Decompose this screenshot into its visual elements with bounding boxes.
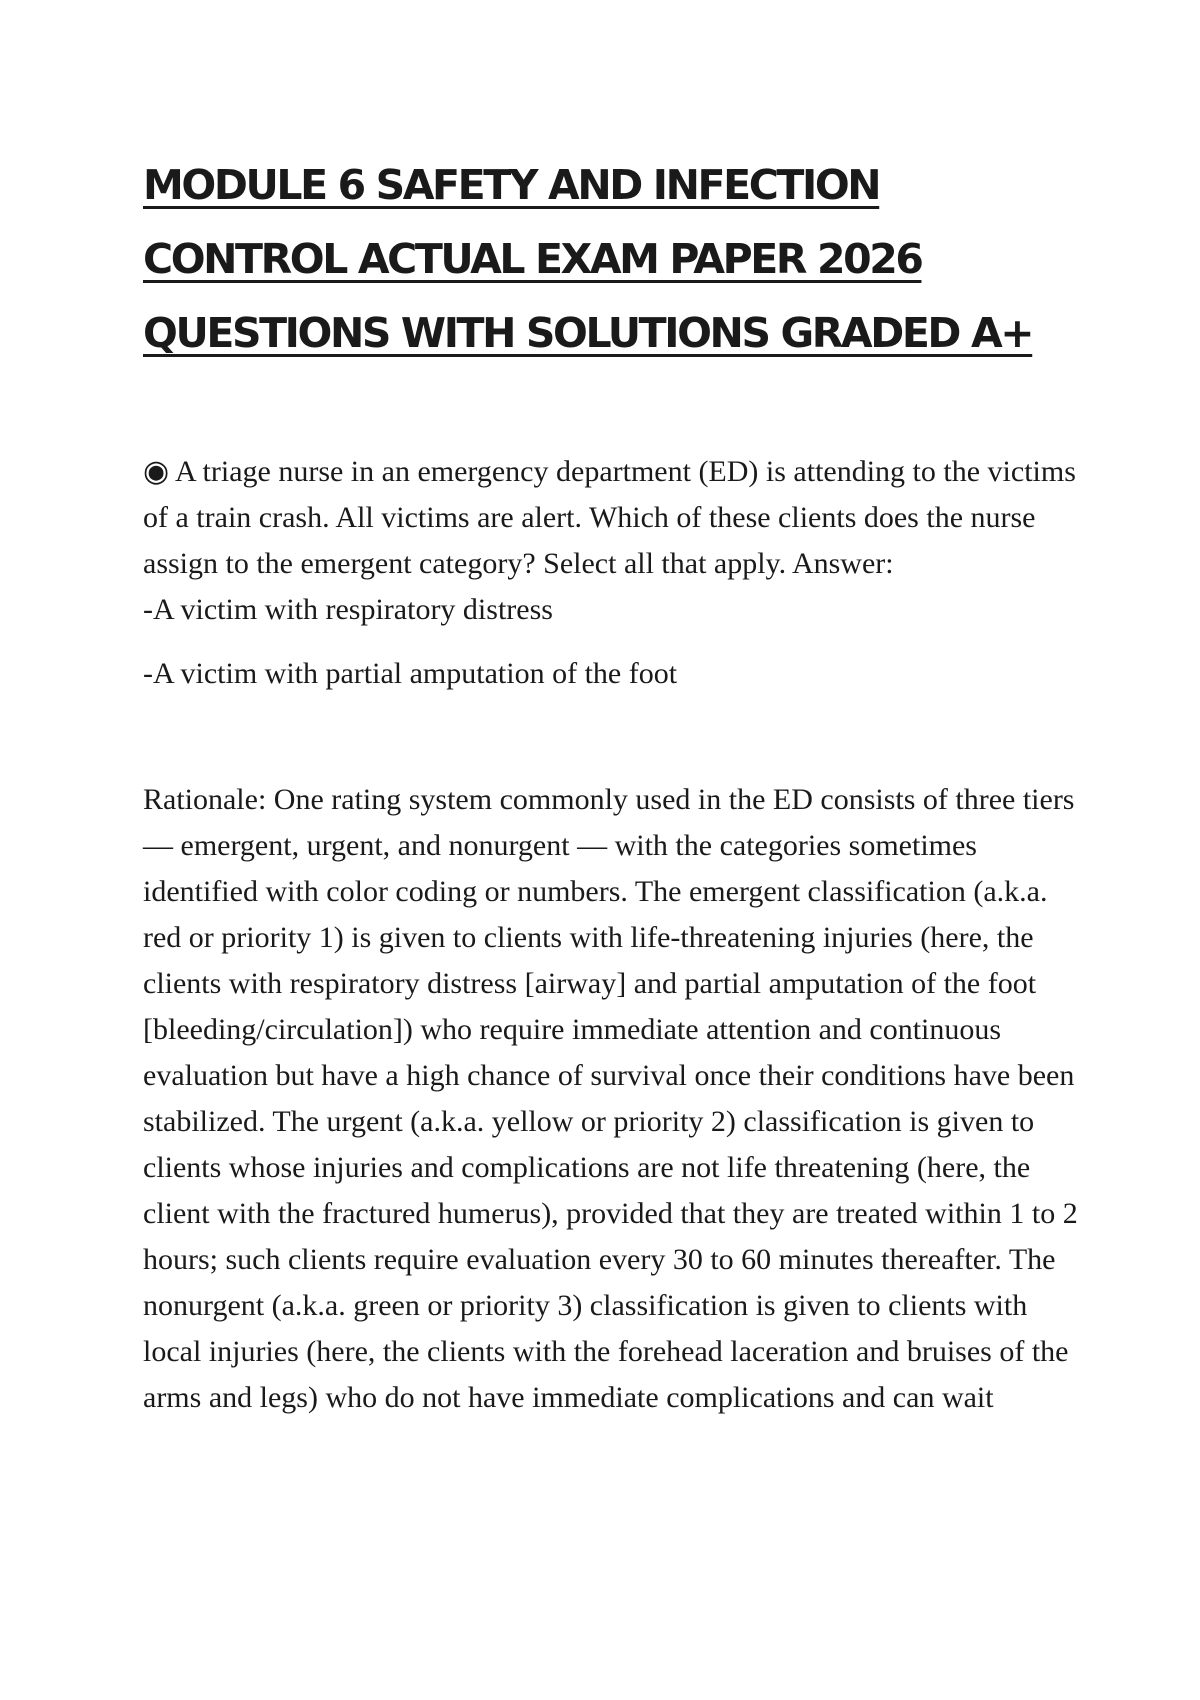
question-text: ◉ A triage nurse in an emergency department (ED) is attending to the victims of a train crash. All victims are alert. Which of these clients does the nurse assign to the emergent category? Select all that apply. Answer: xyxy=(143,455,1076,580)
answer-option-2: -A victim with partial amputation of the foot xyxy=(143,657,678,690)
answer-option-1: -A victim with respiratory distress xyxy=(143,593,553,626)
rationale-text: Rationale: One rating system commonly used in the ED consists of three tiers — emergent, urgent, and nonurgent — with the categories sometimes identified with color coding or numbers. The emergent classification (a.k.a. red or priority 1) is given to clients with life-threatening injuries (here, the clients with respiratory distress [airway] and partial amputation of the foot [bleeding/circulation]) who require immediate attention and continuous evaluation but have a high chance of survival once their conditions have been stabilized. The urgent (a.k.a. yellow or priority 2) classification is given to clients whose injuries and complications are not life threatening (here, the client with the fractured humerus), provided that they are treated within 1 to 2 hours; such clients require evaluation every 30 to 60 minutes thereafter. The nonurgent (a.k.a. green or priority 3) classification is given to clients with local injuries (here, the clients with the forehead laceration and bruises of the arms and legs) who do not have immediate complications and can wait xyxy=(143,783,1078,1414)
document-title: MODULE 6 SAFETY AND INFECTION CONTROL ACTUAL EXAM PAPER 2026 QUESTIONS WITH SOLUTIONS GRADED A+ xyxy=(143,161,1033,357)
